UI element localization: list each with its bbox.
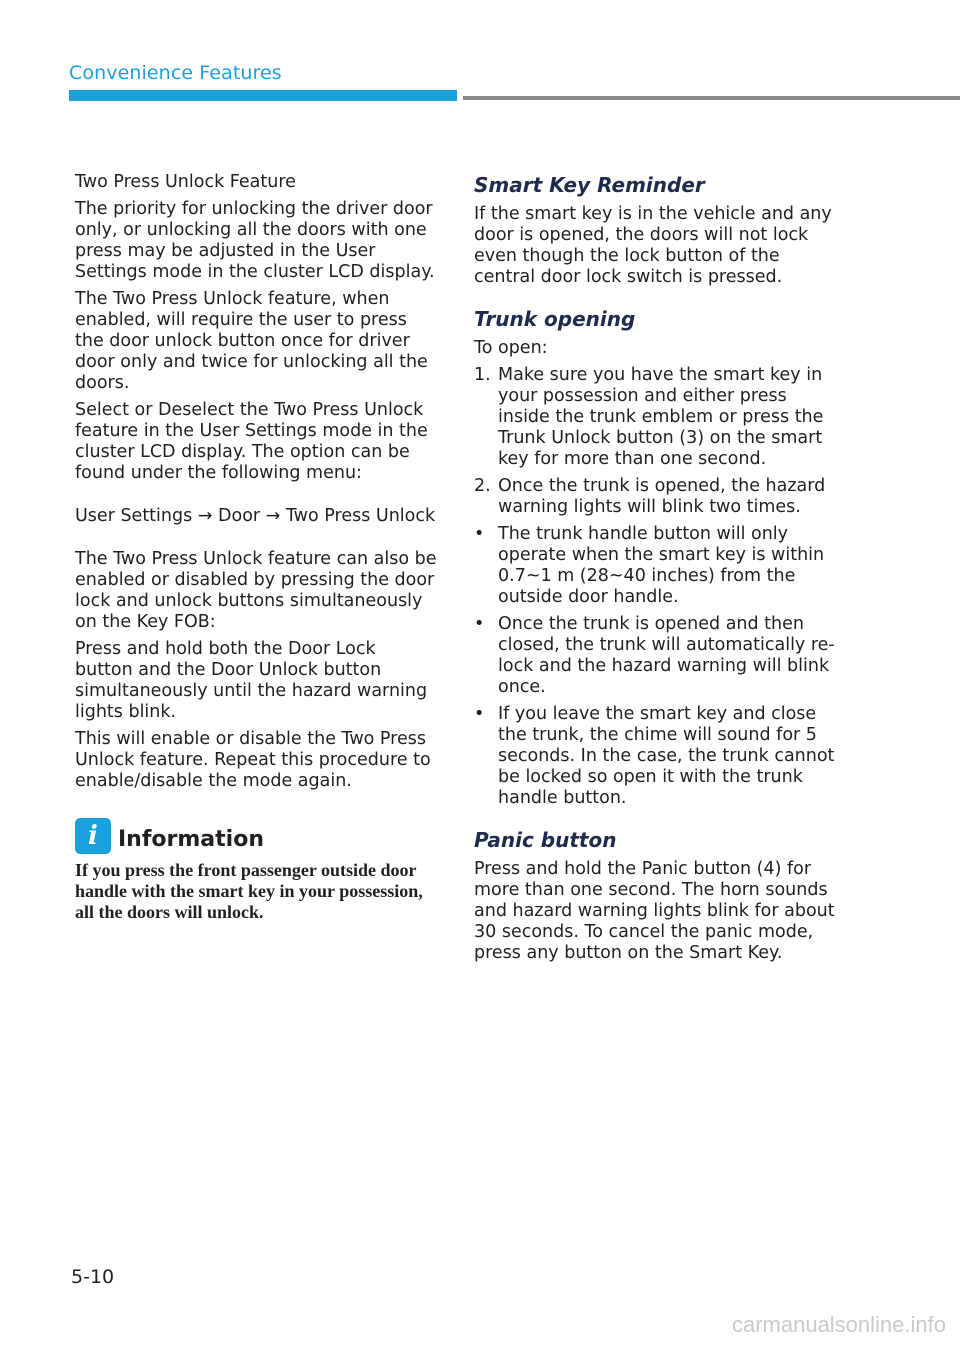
watermark: carmanualsonline.info (731, 1312, 946, 1337)
feature-subtitle: Two Press Unlock Feature (75, 172, 296, 192)
paragraph: If the smart key is in the vehicle and any door is opened, the doors will not lock even though the lock button of the central door lock switch is pressed. (474, 204, 832, 287)
list-marker: 1. (474, 365, 491, 385)
trunk-notes (474, 524, 836, 809)
list-item (474, 614, 836, 698)
header-accent-bar (69, 90, 457, 101)
information-body: If you press the front passenger outside door handle with the smart key in your possession, all the doors will unlock. (75, 860, 423, 922)
list-text: Once the trunk is opened, the hazard warning lights will blink two times. (498, 476, 826, 517)
bullet: • (474, 614, 485, 634)
information-title: Information (118, 826, 264, 852)
menu-path: User Settings → Door → Two Press Unlock (75, 506, 436, 526)
list-text: Make sure you have the smart key in your possession and either press inside the trunk emblem or press the Trunk Unlock button (3) on the smart key for more than one second. (498, 365, 824, 469)
paragraph: Press and hold both the Door Lock button and the Door Unlock button simultaneously until the hazard warning lights blink. (75, 639, 428, 722)
paragraph: This will enable or disable the Two Press Unlock feature. Repeat this procedure to enable/disable the mode again. (75, 729, 431, 791)
smart-key-heading: Smart Key Reminder (474, 173, 705, 197)
page-number: 5-10 (71, 1266, 115, 1288)
paragraph: The priority for unlocking the driver door only, or unlocking all the doors with one press may be adjusted in the User Settings mode in the cluster LCD display. (75, 199, 435, 282)
bullet: • (474, 704, 485, 724)
paragraph: The Two Press Unlock feature can also be enabled or disabled by pressing the door lock and unlock buttons simultaneously on the Key FOB: (75, 549, 437, 632)
list-text: If you leave the smart key and close the trunk, the chime will sound for 5 seconds. In the case, the trunk cannot be locked so open it with the trunk handle button. (498, 704, 835, 808)
paragraph: Press and hold the Panic button (4) for more than one second. The horn sounds and hazard warning lights blink for about 30 seconds. To cancel the panic mode, press any button on the Smart Key. (474, 859, 835, 963)
panic-heading: Panic button (474, 828, 617, 852)
paragraph: Select or Deselect the Two Press Unlock feature in the User Settings mode in the cluster LCD display. The option can be found under the following menu: (75, 400, 428, 483)
list-marker: 2. (474, 476, 491, 496)
header-rule (463, 96, 960, 100)
bullet: • (474, 524, 485, 544)
paragraph: The Two Press Unlock feature, when enabled, will require the user to press the door unlock button once for driver door only and twice for unlocking all the doors. (75, 289, 428, 393)
list-text: The trunk handle button will only operate when the smart key is within 0.7~1 m (28~40 inches) from the outside door handle. (498, 524, 825, 607)
left-column (75, 172, 437, 923)
trunk-intro: To open: (474, 338, 548, 358)
list-item (474, 524, 836, 608)
list-item (474, 365, 836, 470)
right-column (474, 172, 836, 964)
information-header (75, 818, 437, 854)
section-title: Convenience Features (69, 62, 282, 84)
info-icon: i (75, 818, 111, 854)
trunk-heading: Trunk opening (474, 307, 636, 331)
list-item (474, 704, 836, 809)
list-text: Once the trunk is opened and then closed, the trunk will automatically re-lock and the hazard warning will blink once. (498, 614, 835, 697)
trunk-steps (474, 365, 836, 518)
list-item (474, 476, 836, 518)
